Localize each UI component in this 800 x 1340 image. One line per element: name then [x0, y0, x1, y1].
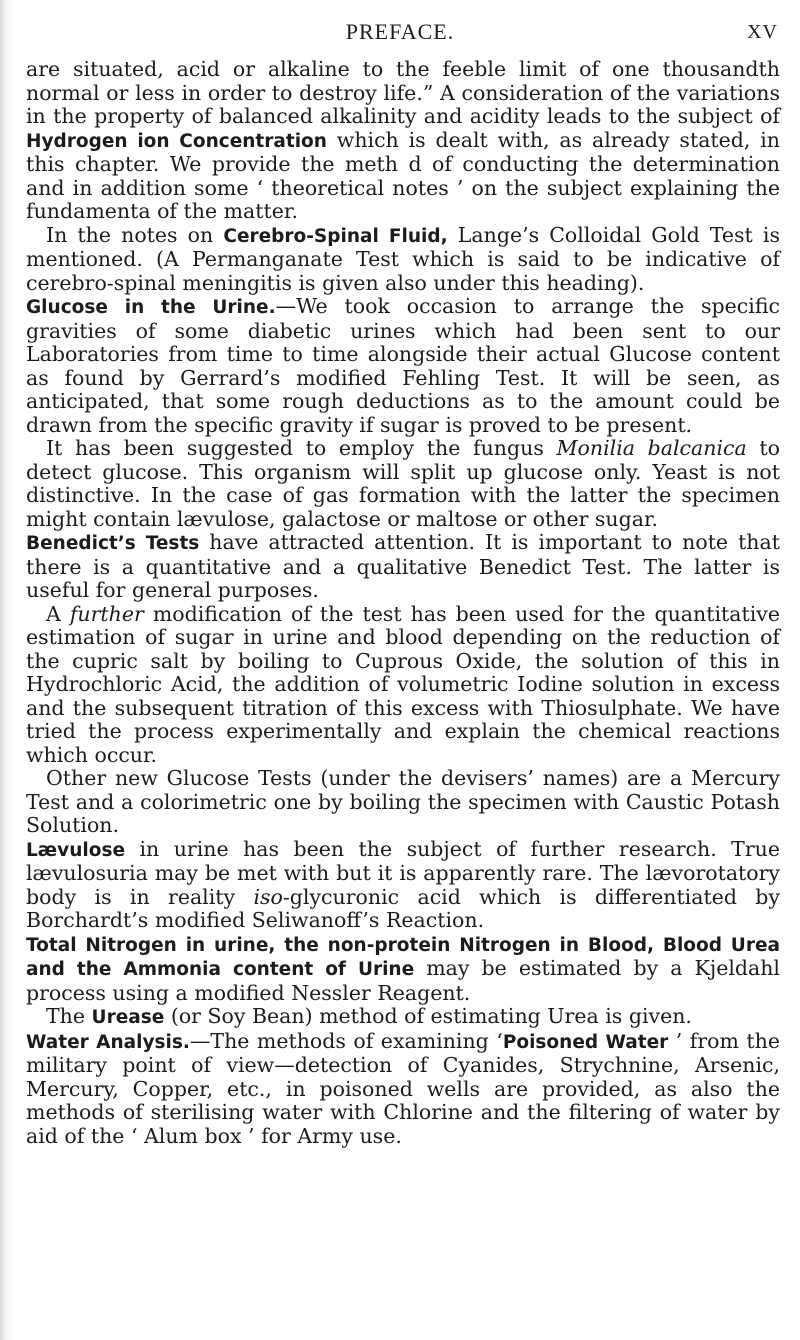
- paragraph-text: It has been suggested to employ the fungus: [46, 436, 544, 460]
- page-body: [26, 58, 780, 1148]
- heading-glucose-urine: Glucose in the Urine.: [26, 297, 276, 318]
- heading-poisoned-water: Poisoned Water: [502, 1031, 669, 1053]
- page-header: [0, 8, 800, 48]
- heading-cerebro-spinal: Cerebro-Spinal Fluid,: [223, 225, 448, 247]
- paragraph-text: to detect glucose. This organism will split up glucose only. Yeast is not distinctive. In the case of gas formation with the latter the specimen might contain lævulose, galactose or maltose or other sugar.: [26, 436, 780, 531]
- italic-text: iso: [253, 884, 283, 909]
- paragraph-text: ’ from the military point of view—detection of Cyanides, Strychnine, Arsenic, Mercury, Copper, etc., in poisoned wells are provided, as also the methods of sterilising water with Chlorine and the filtering of water by aid of the ‘ Alum box ’ for Army use.: [26, 1028, 780, 1148]
- heading-water-analysis: Water Analysis.: [26, 1031, 190, 1053]
- paragraph-text: in urine has been the subject of further research. True lævulosuria may be met with but it is apparently rare. The lævorotatory body is in reality: [26, 836, 780, 909]
- running-title: PREFACE.: [345, 19, 455, 44]
- paragraph-other-tests: [26, 767, 780, 838]
- paragraph-benedict: [26, 531, 780, 603]
- heading-urease: Urease: [91, 1007, 165, 1028]
- paragraph-nitrogen: [26, 933, 780, 1006]
- paragraph-text: The: [46, 1004, 86, 1028]
- paragraph-text: —We took occasion to arrange the specific gravities of some diabetic urines which had been sent to our Laboratories from time to time alongside their actual Glucose content as found by Gerrard’s modified Fehling Test. It will be seen, as anticipated, that some rough deductions as to the amount could be drawn from the specific gravity if sugar is proved to be present.: [26, 294, 780, 437]
- paragraph-glucose: [26, 295, 780, 437]
- paragraph-laevulose: [26, 838, 780, 933]
- paragraph-text: modification of the test has been used for the quantitative estimation of sugar in urine and blood depending on the reduction of the cupric salt by boiling to Cuprous Oxide, the solution of this in Hydrochloric Acid, the addition of volumetric Iodine solution in excess and the subsequent titration of this excess with Thiosulphate. We have tried the process experimentally and explain the chemical reactions which occur.: [26, 601, 780, 767]
- paragraph-text: Lange’s Colloidal Gold Test is mentioned. (A Permanganate Test which is said to be indicative of cerebro-spinal meningitis is given also under this heading).: [26, 222, 780, 295]
- paragraph-monilia: [26, 437, 780, 531]
- heading-laevulose: Lævulose: [26, 839, 126, 861]
- paragraph-hydrogen-ion: [26, 58, 780, 224]
- paragraph-text: —The methods of examining ‘: [189, 1028, 503, 1053]
- paragraph-text: may be estimated by a Kjeldahl process using a modified Nessler Reagent.: [26, 956, 780, 1005]
- heading-hydrogen-ion: Hydrogen ion Concentration: [26, 130, 327, 152]
- page-number: XV: [747, 21, 778, 43]
- paragraph-text: Other new Glucose Tests (under the devisers’ names) are a Mercury Test and a colorimetric one by boiling the specimen with Caustic Potash Solution.: [26, 766, 780, 837]
- paragraph-text: A: [46, 601, 61, 626]
- heading-total-nitrogen: Total Nitrogen in urine, the non-protein Nitrogen in Blood, Blood Urea and the Ammonia content of Urine: [26, 934, 780, 980]
- paragraph-cerebro-spinal: [26, 224, 780, 296]
- paragraph-water-analysis: [26, 1030, 780, 1149]
- paragraph-text: are situated, acid or alkaline to the feeble limit of one thousandth normal or less in order to destroy life.” A consideration of the variations in the property of balanced alkalinity and acidity leads to the subject of: [26, 57, 780, 128]
- paragraph-text: have attracted attention. It is important to note that there is a quantitative and a qualitative Benedict Test. The latter is useful for general purposes.: [26, 530, 780, 602]
- paragraph-urease: [26, 1005, 780, 1030]
- heading-benedict-tests: Benedict’s Tests: [26, 533, 200, 554]
- paragraph-text: which is dealt with, as already stated, in this chapter. We provide the meth d of conducting the determination and in addition some ‘ theoretical notes ’ on the subject explaining the fundamenta of the matter.: [26, 127, 780, 223]
- page-binding-shadow: [0, 0, 14, 1340]
- paragraph-text: (or Soy Bean) method of estimating Urea is given.: [170, 1004, 692, 1028]
- paragraph-text: In the notes on: [46, 222, 214, 247]
- paragraph-text: -glycuronic acid which is differentiated by Borchardt’s modified Seliwanoff’s Reaction.: [26, 884, 780, 932]
- paragraph-quantitative: [26, 603, 780, 768]
- italic-text: Monilia balcanica: [556, 436, 747, 460]
- italic-text: further: [69, 601, 144, 626]
